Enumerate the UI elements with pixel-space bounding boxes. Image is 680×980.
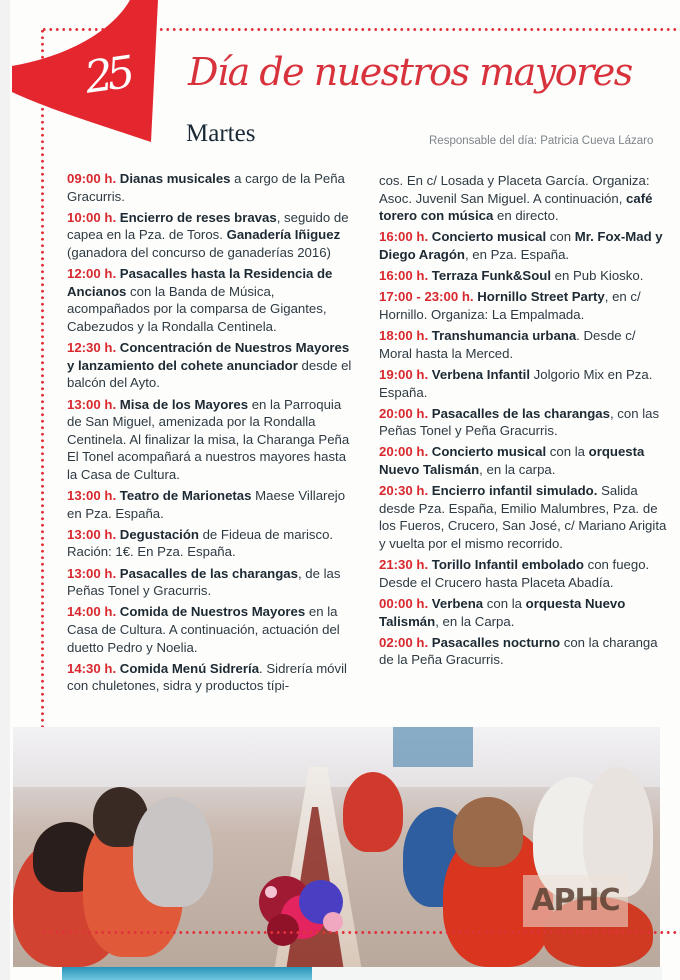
entry-highlight: Verbena Infantil (431, 366, 530, 382)
entry-text: en la Casa de Cultura. A continuación, actuación del duetto Pedro y Noelia. (67, 604, 340, 655)
entry-time: 14:00 h. (67, 604, 117, 620)
schedule-entry (67, 526, 357, 561)
schedule-entry (379, 327, 669, 362)
entry-highlight: Pasacalles de las charangas (431, 405, 610, 421)
entry-highlight: orquesta Nuevo Talismán (379, 444, 645, 478)
entry-highlight: Transhumancia urbana (431, 328, 577, 344)
paint-splash-logo (253, 862, 353, 957)
schedule-entry (67, 603, 357, 656)
schedule-entry (379, 172, 669, 225)
entry-highlight: Torillo Infantil embolado (431, 557, 584, 573)
entry-time: 18:00 h. (379, 328, 429, 344)
entry-text: cos. En c/ Losada y Placeta García. Organiza: Asoc. Juvenil San Miguel. A continuación, (379, 173, 650, 206)
entry-text: con (546, 229, 575, 245)
entry-text: (ganadora del concurso de ganaderías 2016) (67, 244, 331, 260)
dotted-border-bottom (41, 931, 680, 934)
entry-highlight: Verbena (431, 596, 484, 611)
entry-text: Maese Villarejo en Pza. España. (67, 488, 346, 521)
entry-highlight: Dianas musicales (119, 171, 231, 186)
schedule-column-right (379, 172, 669, 673)
entry-time: 12:00 h. (67, 266, 117, 282)
entry-highlight: Terraza Funk&Soul (431, 268, 551, 284)
entry-text: , en la Carpa. (435, 613, 515, 629)
responsible-line: Responsable del día: Patricia Cueva Lázaro (429, 135, 654, 147)
schedule-entry (67, 339, 357, 392)
entry-text: Salida desde Pza. España, Emilio Malumbres, Pza. de los Fueros, Crucero, San José, c/ Mariano Arigita y vuelta por el mismo recorrido. (379, 483, 667, 552)
entry-text: . Desde c/ Moral hasta la Merced. (379, 328, 636, 361)
entry-time: 14:30 h. (67, 660, 117, 676)
entry-highlight: Comida de Nuestros Mayores (119, 604, 306, 620)
entry-time: 10:00 h. (67, 209, 117, 225)
entry-text: en Pub Kiosko. (551, 268, 644, 284)
entry-highlight: Encierro infantil simulado. (431, 483, 598, 499)
next-page-edge-light (312, 967, 662, 980)
schedule-entry (379, 405, 669, 440)
schedule-entry (379, 288, 669, 323)
photo-door (393, 727, 473, 767)
entry-text: , seguido de capea en la Pza. de Toros. (67, 209, 349, 243)
entry-highlight: Comida Menú Sidrería (119, 660, 260, 676)
schedule-entry (67, 487, 357, 522)
entry-time: 20:00 h. (379, 405, 429, 421)
entry-highlight: café torero con música (379, 190, 653, 224)
entry-text: de Fideua de marisco. Ración: 1€. En Pza. España. (67, 526, 334, 560)
entry-time: 00:00 h. (379, 596, 429, 611)
schedule-entry (67, 170, 357, 205)
entry-time: 13:00 h. (67, 396, 117, 412)
entry-time: 21:30 h. (379, 557, 429, 573)
schedule-entry (67, 396, 357, 484)
entry-time: 13:00 h. (67, 526, 117, 542)
entry-time: 12:30 h. (67, 340, 117, 356)
entry-text: , en Pza. España. (464, 246, 570, 262)
watermark: APHC (523, 875, 628, 927)
schedule-entry (67, 660, 357, 695)
entry-highlight: Encierro de reses bravas (119, 209, 277, 225)
entry-text: con fuego. Desde el Crucero hasta Placeta Abadía. (379, 557, 650, 590)
schedule-entry (67, 565, 357, 600)
entry-highlight: Concentración de Nuestros Mayores y lanzamiento del cohete anunciador (67, 340, 350, 373)
entry-highlight: Pasacalles de las charangas (119, 565, 298, 581)
entry-text: , de las Peñas Tonel y Gracurris. (67, 565, 341, 599)
schedule-entry (379, 267, 669, 285)
schedule-entry (379, 366, 669, 401)
schedule-entry (67, 265, 357, 335)
entry-highlight: Pasacalles hasta la Residencia de Ancianos (67, 266, 333, 299)
photo-person (133, 797, 213, 907)
entry-highlight: Mr. Fox-Mad y Diego Aragón (379, 229, 663, 262)
entry-time: 16:00 h. (379, 268, 429, 284)
entry-text: con la (483, 596, 526, 611)
schedule-entry (379, 634, 669, 669)
entry-time: 13:00 h. (67, 565, 117, 581)
entry-text: , en c/ Hornillo. Organiza: La Empalmada. (379, 289, 641, 322)
photo-person (343, 772, 403, 852)
entry-text: con la Banda de Música, acompañados por la comparsa de Gigantes, Cabezudos y la Rondalla Centinela. (67, 283, 327, 334)
entry-time: 17:00 - 23:00 h. (379, 289, 474, 305)
entry-highlight: Concierto musical (431, 444, 547, 460)
photo-person (453, 797, 523, 867)
schedule-column-left (67, 170, 357, 699)
weekday-label: Martes (186, 120, 256, 147)
entry-text: con la charanga de la Peña Gracurris. (379, 634, 658, 668)
entry-highlight: Teatro de Marionetas (119, 488, 252, 504)
entry-time: 09:00 h. (67, 171, 117, 186)
day-number: 25 (81, 47, 133, 104)
schedule-entry (67, 209, 357, 262)
schedule-entry (379, 228, 669, 263)
schedule-entry (379, 595, 669, 630)
entry-time: 16:00 h. (379, 229, 429, 245)
entry-text: . Sidrería móvil con chuletones, sidra y productos típi- (67, 660, 347, 694)
entry-highlight: Misa de los Mayores (119, 396, 249, 412)
schedule-entry (379, 482, 669, 552)
entry-time: 20:00 h. (379, 444, 429, 460)
entry-time: 02:00 h. (379, 634, 429, 650)
page-title: Día de nuestros mayores (188, 50, 632, 94)
entry-highlight: Hornillo Street Party (477, 289, 605, 305)
entry-highlight: Pasacalles nocturno (431, 634, 561, 650)
entry-text: con la (546, 444, 589, 460)
entry-time: 20:30 h. (379, 483, 429, 499)
entry-highlight: Concierto musical (431, 229, 547, 245)
schedule-entry (379, 556, 669, 591)
entry-text: en directo. (493, 208, 559, 224)
entry-highlight: orquesta Nuevo Talismán (379, 596, 626, 629)
entry-text: , en la carpa. (479, 462, 556, 478)
entry-highlight: Degustación (119, 526, 199, 542)
entry-text: a cargo de la Peña Gracurris. (67, 171, 345, 204)
entry-time: 13:00 h. (67, 488, 117, 504)
entry-time: 19:00 h. (379, 366, 429, 382)
next-page-edge (62, 967, 312, 980)
entry-highlight: Ganadería Iñiguez (226, 227, 341, 243)
entry-text: Jolgorio Mix en Pza. España. (379, 366, 653, 400)
entry-text: en la Parroquia de San Miguel, amenizada por la Rondalla Centinela. Al finalizar la misa, la Charanga Peña El Tonel acompañará a nuestros mayores hasta la Casa de Cultura. (67, 396, 350, 482)
entry-text: desde el balcón del Ayto. (67, 357, 352, 391)
schedule-entry (379, 443, 669, 478)
entry-text: , con las Peñas Tonel y Peña Gracurris. (379, 405, 660, 439)
